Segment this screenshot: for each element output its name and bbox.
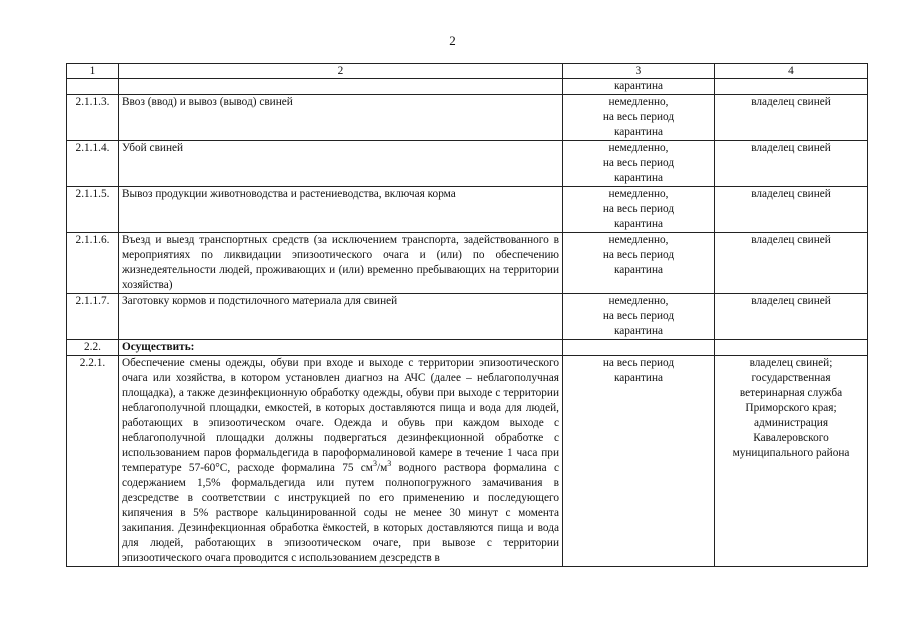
desc-text-part1: Обеспечение смены одежды, обуви при входе и выходе с территории эпизоотического очага или хозяйства, в котором установлен диагноз на АЧС (далее – неблагополучная площадка), а также дезинфекционную обработку одежды, обуви при выходе с территории неблагополучной площадки, емкостей, в которых доставляются пища и вода для людей, работающих в эпизоотическом очаге. Одежда и обувь при каждом выходе с неблагополучной площадки должны подвергаться дезинфекционной обработке с использованием паров формальдегида в пароформалиновой камере в течение 1 часа при температуре 57-60°С, расходе формалина 75 см — [122, 357, 559, 474]
row-responsible — [715, 79, 868, 95]
row-description: Вывоз продукции животноводства и растениеводства, включая корма — [119, 187, 563, 233]
row-responsible: владелец свиней; государственная ветеринарная служба Приморского края; администрация Кавалеровского муниципального района — [715, 356, 868, 567]
row-description: Ввоз (ввод) и вывоз (вывод) свиней — [119, 95, 563, 141]
header-col-3: 3 — [563, 64, 715, 79]
table-row — [67, 356, 868, 567]
row-number: 2.1.1.5. — [67, 187, 119, 233]
superscript: 3 — [387, 459, 392, 469]
row-number — [67, 79, 119, 95]
superscript: 3 — [372, 459, 377, 469]
row-description: Въезд и выезд транспортных средств (за исключением транспорта, задействованного в мероприятиях по ликвидации эпизоотического очага и (или) по обеспечению жизнедеятельности людей, проживающих и (или) временно пребывающих на территории хозяйства) — [119, 233, 563, 294]
header-col-1: 1 — [67, 64, 119, 79]
row-number: 2.1.1.4. — [67, 141, 119, 187]
row-term: карантина — [563, 79, 715, 95]
row-number: 2.1.1.7. — [67, 294, 119, 340]
row-responsible: владелец свиней — [715, 233, 868, 294]
table-row — [67, 233, 868, 294]
row-responsible: владелец свиней — [715, 187, 868, 233]
table-row — [67, 95, 868, 141]
page-number: 2 — [449, 33, 456, 48]
row-description — [119, 356, 563, 567]
row-term: немедленно, на весь период карантина — [563, 187, 715, 233]
row-term: немедленно, на весь период карантина — [563, 95, 715, 141]
table-row — [67, 187, 868, 233]
row-description — [119, 79, 563, 95]
row-responsible — [715, 340, 868, 356]
table-row — [67, 141, 868, 187]
row-term: на весь период карантина — [563, 356, 715, 567]
desc-text-part2: водного раствора формалина с содержанием 1,5% формальдегида или путем полнопогружного замачивания в дезсредстве в соответствии с инструкцией по его применению и последующего кипячения в 5% растворе кальцинированной соды не менее 30 минут с момента закипания. Дезинфекционная обработка ёмкостей, в которых доставляются пища и вода для людей, работающих в эпизоотическом очаге, при вывозе с территории эпизоотического очага проводится с использованием дезсредств в — [122, 462, 560, 564]
carry-over-row — [67, 79, 868, 95]
row-term: немедленно, на весь период карантина — [563, 141, 715, 187]
desc-unit: /м — [376, 462, 388, 474]
section-number: 2.2. — [67, 340, 119, 356]
header-col-4: 4 — [715, 64, 868, 79]
section-title: Осуществить: — [119, 340, 563, 356]
row-term: немедленно, на весь период карантина — [563, 233, 715, 294]
row-number: 2.1.1.6. — [67, 233, 119, 294]
row-responsible: владелец свиней — [715, 294, 868, 340]
measures-table — [66, 63, 868, 567]
row-number: 2.2.1. — [67, 356, 119, 567]
row-term: немедленно, на весь период карантина — [563, 294, 715, 340]
row-number: 2.1.1.3. — [67, 95, 119, 141]
section-row — [67, 340, 868, 356]
row-description: Убой свиней — [119, 141, 563, 187]
row-responsible: владелец свиней — [715, 95, 868, 141]
header-row — [67, 64, 868, 79]
table-row — [67, 294, 868, 340]
header-col-2: 2 — [119, 64, 563, 79]
row-description: Заготовку кормов и подстилочного материала для свиней — [119, 294, 563, 340]
row-term — [563, 340, 715, 356]
row-responsible: владелец свиней — [715, 141, 868, 187]
